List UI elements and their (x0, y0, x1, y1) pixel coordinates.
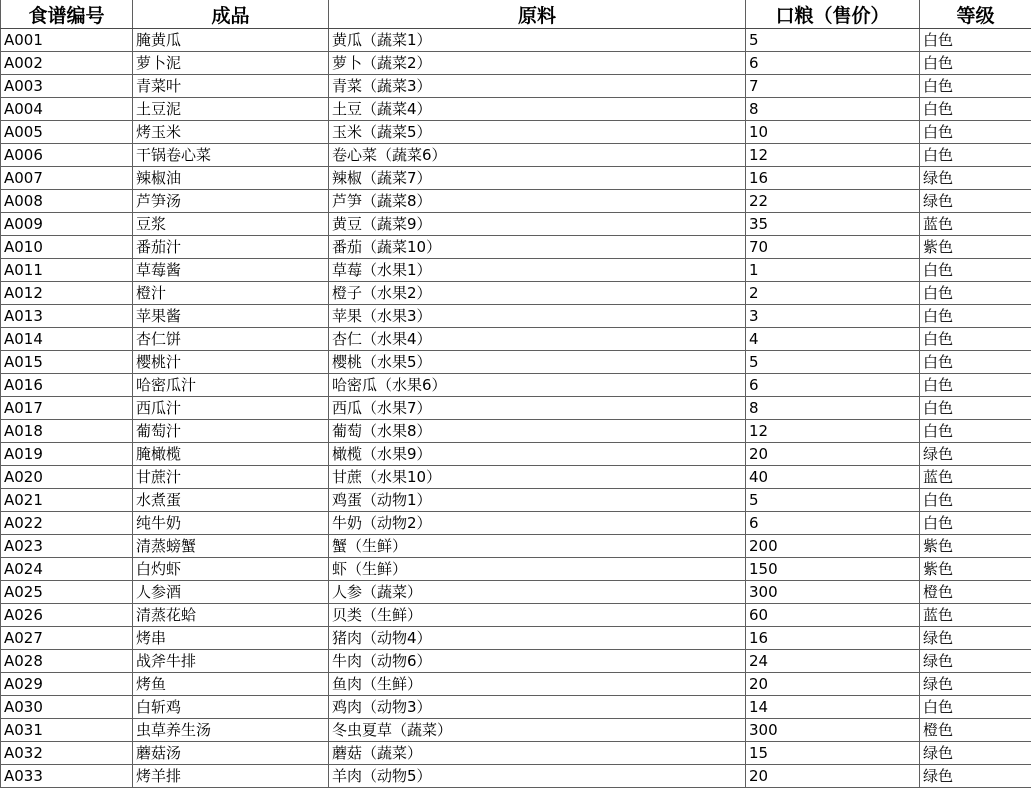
cell-price: 14 (746, 696, 920, 719)
cell-price: 200 (746, 535, 920, 558)
cell-product: 甘蔗汁 (133, 466, 329, 489)
cell-grade: 白色 (920, 75, 1031, 98)
cell-price: 8 (746, 98, 920, 121)
cell-product: 杏仁饼 (133, 328, 329, 351)
cell-recipe-id: A001 (1, 29, 133, 52)
cell-material: 青菜（蔬菜3） (329, 75, 746, 98)
cell-price: 6 (746, 52, 920, 75)
table-row (1, 443, 1031, 466)
cell-product: 番茄汁 (133, 236, 329, 259)
cell-product: 战斧牛排 (133, 650, 329, 673)
table-row (1, 696, 1031, 719)
cell-price: 8 (746, 397, 920, 420)
cell-product: 烤鱼 (133, 673, 329, 696)
table-row (1, 535, 1031, 558)
cell-grade: 绿色 (920, 742, 1031, 765)
cell-recipe-id: A009 (1, 213, 133, 236)
cell-product: 烤串 (133, 627, 329, 650)
cell-recipe-id: A032 (1, 742, 133, 765)
cell-material: 贝类（生鲜） (329, 604, 746, 627)
table-row (1, 627, 1031, 650)
cell-recipe-id: A011 (1, 259, 133, 282)
cell-material: 蘑菇（蔬菜） (329, 742, 746, 765)
cell-grade: 橙色 (920, 581, 1031, 604)
cell-product: 腌橄榄 (133, 443, 329, 466)
cell-price: 5 (746, 351, 920, 374)
table-row (1, 98, 1031, 121)
cell-material: 虾（生鲜） (329, 558, 746, 581)
cell-product: 虫草养生汤 (133, 719, 329, 742)
cell-product: 芦笋汤 (133, 190, 329, 213)
cell-price: 35 (746, 213, 920, 236)
cell-material: 芦笋（蔬菜8） (329, 190, 746, 213)
cell-price: 150 (746, 558, 920, 581)
cell-recipe-id: A006 (1, 144, 133, 167)
cell-price: 12 (746, 144, 920, 167)
cell-material: 鱼肉（生鲜） (329, 673, 746, 696)
cell-price: 7 (746, 75, 920, 98)
cell-grade: 白色 (920, 512, 1031, 535)
cell-material: 萝卜（蔬菜2） (329, 52, 746, 75)
cell-price: 60 (746, 604, 920, 627)
cell-recipe-id: A016 (1, 374, 133, 397)
cell-material: 人参（蔬菜） (329, 581, 746, 604)
cell-grade: 白色 (920, 98, 1031, 121)
cell-recipe-id: A012 (1, 282, 133, 305)
cell-grade: 绿色 (920, 673, 1031, 696)
cell-grade: 白色 (920, 305, 1031, 328)
cell-material: 牛肉（动物6） (329, 650, 746, 673)
cell-grade: 绿色 (920, 190, 1031, 213)
cell-price: 22 (746, 190, 920, 213)
cell-grade: 白色 (920, 328, 1031, 351)
cell-material: 哈密瓜（水果6） (329, 374, 746, 397)
cell-price: 24 (746, 650, 920, 673)
cell-grade: 橙色 (920, 719, 1031, 742)
cell-grade: 蓝色 (920, 604, 1031, 627)
table-row (1, 719, 1031, 742)
cell-recipe-id: A004 (1, 98, 133, 121)
cell-recipe-id: A008 (1, 190, 133, 213)
cell-recipe-id: A018 (1, 420, 133, 443)
cell-material: 猪肉（动物4） (329, 627, 746, 650)
cell-price: 16 (746, 627, 920, 650)
table-row (1, 466, 1031, 489)
cell-product: 西瓜汁 (133, 397, 329, 420)
cell-recipe-id: A023 (1, 535, 133, 558)
header-product: 成品 (133, 0, 329, 29)
cell-recipe-id: A019 (1, 443, 133, 466)
table-row (1, 167, 1031, 190)
cell-product: 苹果酱 (133, 305, 329, 328)
cell-recipe-id: A015 (1, 351, 133, 374)
cell-material: 黄豆（蔬菜9） (329, 213, 746, 236)
cell-product: 干锅卷心菜 (133, 144, 329, 167)
cell-recipe-id: A003 (1, 75, 133, 98)
cell-recipe-id: A002 (1, 52, 133, 75)
cell-grade: 白色 (920, 351, 1031, 374)
cell-product: 腌黄瓜 (133, 29, 329, 52)
cell-price: 12 (746, 420, 920, 443)
cell-price: 5 (746, 489, 920, 512)
cell-recipe-id: A030 (1, 696, 133, 719)
cell-material: 鸡蛋（动物1） (329, 489, 746, 512)
cell-material: 橙子（水果2） (329, 282, 746, 305)
cell-product: 哈密瓜汁 (133, 374, 329, 397)
cell-grade: 白色 (920, 696, 1031, 719)
cell-recipe-id: A017 (1, 397, 133, 420)
cell-product: 水煮蛋 (133, 489, 329, 512)
cell-product: 清蒸螃蟹 (133, 535, 329, 558)
cell-product: 樱桃汁 (133, 351, 329, 374)
cell-material: 西瓜（水果7） (329, 397, 746, 420)
cell-price: 5 (746, 29, 920, 52)
cell-recipe-id: A027 (1, 627, 133, 650)
cell-recipe-id: A010 (1, 236, 133, 259)
cell-material: 黄瓜（蔬菜1） (329, 29, 746, 52)
cell-price: 3 (746, 305, 920, 328)
table-row (1, 29, 1031, 52)
table-row (1, 420, 1031, 443)
cell-price: 20 (746, 673, 920, 696)
cell-grade: 绿色 (920, 650, 1031, 673)
cell-material: 橄榄（水果9） (329, 443, 746, 466)
cell-product: 纯牛奶 (133, 512, 329, 535)
table-row (1, 144, 1031, 167)
table-row (1, 397, 1031, 420)
cell-material: 玉米（蔬菜5） (329, 121, 746, 144)
cell-recipe-id: A014 (1, 328, 133, 351)
cell-grade: 白色 (920, 374, 1031, 397)
table-row (1, 765, 1031, 788)
header-grade: 等级 (920, 0, 1031, 29)
table-row (1, 282, 1031, 305)
cell-grade: 绿色 (920, 627, 1031, 650)
table-row (1, 650, 1031, 673)
cell-price: 6 (746, 374, 920, 397)
cell-grade: 紫色 (920, 236, 1031, 259)
cell-recipe-id: A026 (1, 604, 133, 627)
cell-price: 15 (746, 742, 920, 765)
cell-product: 草莓酱 (133, 259, 329, 282)
cell-price: 1 (746, 259, 920, 282)
cell-price: 2 (746, 282, 920, 305)
cell-material: 蟹（生鲜） (329, 535, 746, 558)
cell-price: 300 (746, 719, 920, 742)
cell-product: 人参酒 (133, 581, 329, 604)
cell-product: 萝卜泥 (133, 52, 329, 75)
cell-grade: 白色 (920, 144, 1031, 167)
cell-product: 清蒸花蛤 (133, 604, 329, 627)
cell-price: 20 (746, 443, 920, 466)
table-row (1, 673, 1031, 696)
cell-grade: 白色 (920, 420, 1031, 443)
table-row (1, 305, 1031, 328)
cell-material: 苹果（水果3） (329, 305, 746, 328)
table-row (1, 489, 1031, 512)
cell-material: 杏仁（水果4） (329, 328, 746, 351)
cell-price: 6 (746, 512, 920, 535)
table-row (1, 558, 1031, 581)
cell-material: 冬虫夏草（蔬菜） (329, 719, 746, 742)
table-row (1, 213, 1031, 236)
header-recipe-id: 食谱编号 (1, 0, 133, 29)
cell-grade: 白色 (920, 259, 1031, 282)
cell-material: 鸡肉（动物3） (329, 696, 746, 719)
cell-recipe-id: A013 (1, 305, 133, 328)
cell-grade: 白色 (920, 52, 1031, 75)
cell-price: 300 (746, 581, 920, 604)
table-row (1, 52, 1031, 75)
cell-product: 豆浆 (133, 213, 329, 236)
cell-material: 番茄（蔬菜10） (329, 236, 746, 259)
cell-recipe-id: A024 (1, 558, 133, 581)
table-row (1, 512, 1031, 535)
cell-price: 20 (746, 765, 920, 788)
table-header (1, 0, 1031, 29)
cell-recipe-id: A020 (1, 466, 133, 489)
cell-material: 牛奶（动物2） (329, 512, 746, 535)
cell-recipe-id: A022 (1, 512, 133, 535)
cell-recipe-id: A005 (1, 121, 133, 144)
cell-material: 羊肉（动物5） (329, 765, 746, 788)
cell-material: 土豆（蔬菜4） (329, 98, 746, 121)
cell-grade: 绿色 (920, 765, 1031, 788)
cell-material: 卷心菜（蔬菜6） (329, 144, 746, 167)
table-row (1, 259, 1031, 282)
cell-price: 16 (746, 167, 920, 190)
cell-grade: 白色 (920, 489, 1031, 512)
cell-product: 白灼虾 (133, 558, 329, 581)
cell-product: 辣椒油 (133, 167, 329, 190)
cell-material: 草莓（水果1） (329, 259, 746, 282)
cell-grade: 绿色 (920, 167, 1031, 190)
cell-recipe-id: A028 (1, 650, 133, 673)
table-row (1, 604, 1031, 627)
cell-grade: 白色 (920, 397, 1031, 420)
cell-product: 烤玉米 (133, 121, 329, 144)
cell-recipe-id: A031 (1, 719, 133, 742)
cell-product: 蘑菇汤 (133, 742, 329, 765)
table-row (1, 581, 1031, 604)
cell-price: 10 (746, 121, 920, 144)
cell-grade: 蓝色 (920, 213, 1031, 236)
cell-recipe-id: A007 (1, 167, 133, 190)
cell-grade: 紫色 (920, 535, 1031, 558)
cell-grade: 白色 (920, 121, 1031, 144)
cell-recipe-id: A025 (1, 581, 133, 604)
cell-price: 40 (746, 466, 920, 489)
cell-product: 烤羊排 (133, 765, 329, 788)
cell-grade: 蓝色 (920, 466, 1031, 489)
cell-product: 土豆泥 (133, 98, 329, 121)
table-row (1, 75, 1031, 98)
cell-material: 辣椒（蔬菜7） (329, 167, 746, 190)
cell-material: 樱桃（水果5） (329, 351, 746, 374)
cell-product: 橙汁 (133, 282, 329, 305)
cell-grade: 绿色 (920, 443, 1031, 466)
cell-grade: 白色 (920, 282, 1031, 305)
table-row (1, 351, 1031, 374)
cell-recipe-id: A021 (1, 489, 133, 512)
cell-material: 葡萄（水果8） (329, 420, 746, 443)
cell-product: 葡萄汁 (133, 420, 329, 443)
cell-grade: 紫色 (920, 558, 1031, 581)
table-row (1, 236, 1031, 259)
cell-product: 白斩鸡 (133, 696, 329, 719)
cell-price: 4 (746, 328, 920, 351)
table-row (1, 190, 1031, 213)
table-row (1, 121, 1031, 144)
table-body (1, 29, 1031, 788)
cell-recipe-id: A029 (1, 673, 133, 696)
table-row (1, 374, 1031, 397)
cell-grade: 白色 (920, 29, 1031, 52)
table-row (1, 328, 1031, 351)
table-row (1, 742, 1031, 765)
cell-material: 甘蔗（水果10） (329, 466, 746, 489)
header-row (1, 0, 1031, 29)
cell-price: 70 (746, 236, 920, 259)
cell-recipe-id: A033 (1, 765, 133, 788)
cell-product: 青菜叶 (133, 75, 329, 98)
header-price: 口粮（售价） (746, 0, 920, 29)
header-material: 原料 (329, 0, 746, 29)
